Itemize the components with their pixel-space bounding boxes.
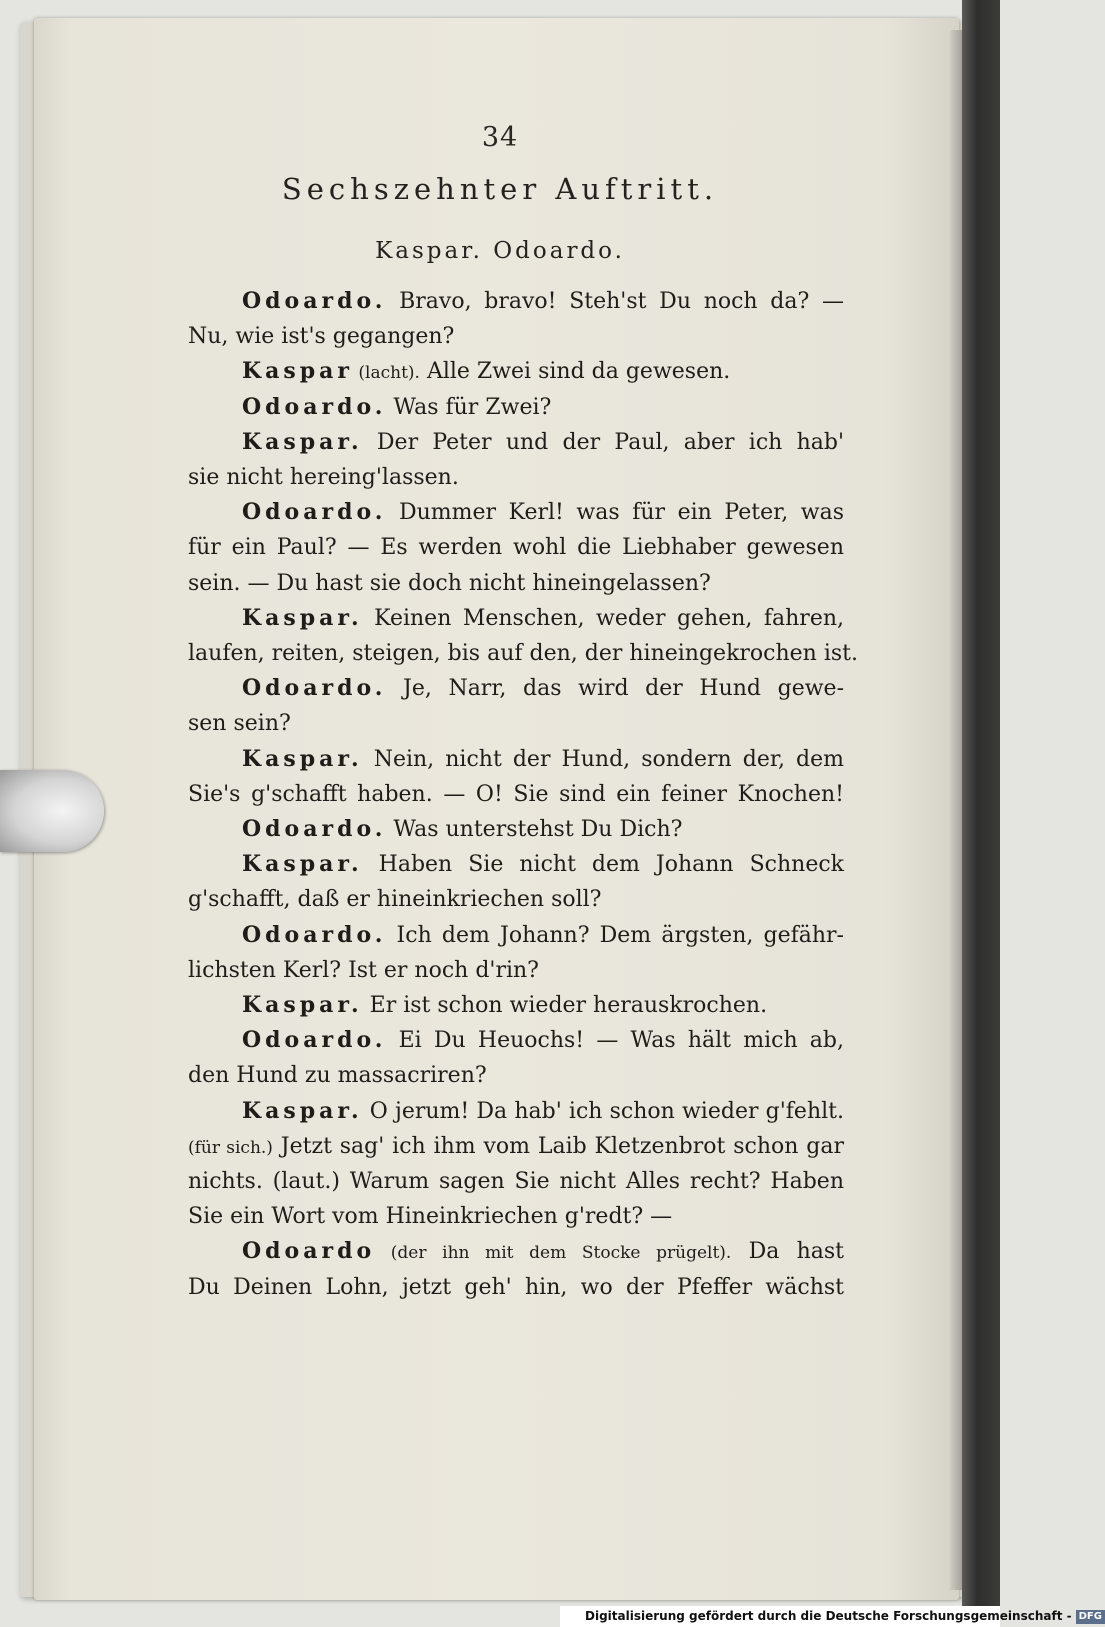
text-line [242, 284, 844, 319]
text-line [188, 530, 844, 565]
line-text: Nu, wie ist's gegangen? [188, 324, 455, 350]
text-line [188, 706, 844, 741]
line-text: Sie ein Wort vom Hineinkriechen g'redt? — [188, 1204, 673, 1230]
speaker-name: Kaspar. [242, 1097, 363, 1124]
stage-direction: (der ihn mit dem Stocke prügelt). [375, 1243, 732, 1264]
scene-title: Sechszehnter Auftritt. [281, 172, 719, 206]
text-line [242, 918, 844, 953]
stage-direction: (lacht). [353, 363, 420, 384]
text-line [188, 1199, 844, 1234]
text-line [188, 882, 844, 917]
text-line [242, 425, 844, 460]
line-text: den Hund zu massacriren? [188, 1063, 487, 1089]
text-line [188, 1058, 844, 1093]
stage-direction: (für sich.) [188, 1137, 273, 1158]
line-text: Der Peter und der Paul, aber ich hab' [362, 429, 844, 455]
speaker-name: Kaspar. [242, 745, 363, 772]
line-text: sie nicht hereing'lassen. [188, 465, 459, 490]
line-text: sein. — Du hast sie doch nicht hineingelassen? [188, 570, 711, 596]
line-text: Dummer Kerl! was für ein Peter, was [386, 500, 844, 526]
text-line [188, 1164, 844, 1199]
text-line [188, 953, 844, 988]
line-text: Du Deinen Lohn, jetzt geh' hin, wo der Pfeffer wächst [188, 1274, 844, 1300]
text-line [242, 354, 844, 389]
speaker-name: Odoardo. [242, 675, 387, 702]
line-text: Ei Du Heuochs! — Was hält mich ab, [386, 1028, 844, 1054]
digitization-footer [560, 1606, 1102, 1627]
line-text: Nein, nicht der Hund, sondern der, dem [362, 746, 844, 772]
line-text: Je, Narr, das wird der Hund gewe- [386, 676, 844, 702]
text-line [188, 636, 858, 671]
text-line [242, 1234, 844, 1269]
text-line [242, 742, 844, 777]
line-text: Bravo, bravo! Steh'st Du noch da? — [386, 289, 844, 314]
speaker-name: Kaspar [242, 358, 353, 385]
text-line [242, 1023, 844, 1058]
line-text: Sie's g'schafft haben. — O! Sie sind ein feiner Knochen! [188, 781, 844, 807]
speaker-name: Odoardo. [242, 816, 387, 842]
text-line [188, 460, 844, 495]
dfg-logo: DFG [1076, 1610, 1105, 1624]
line-text: Er ist schon wieder herauskrochen. [362, 993, 768, 1018]
text-line [242, 671, 844, 706]
speaker-name: Odoardo. [242, 1027, 387, 1054]
text-line [188, 777, 844, 812]
speaker-name: Odoardo. [242, 393, 387, 420]
speaker-name: Odoardo. [242, 921, 387, 948]
line-text: laufen, reiten, steigen, bis auf den, der hineingekrochen ist. [188, 641, 858, 666]
text-line [188, 1270, 844, 1305]
page-tab-marker [0, 770, 104, 852]
page-number: 34 [481, 122, 519, 153]
line-text: Alle Zwei sind da gewesen. [419, 359, 731, 385]
line-text: O jerum! Da hab' ich schon wieder g'fehlt. [362, 1098, 844, 1124]
text-line [188, 566, 844, 601]
line-text: g'schafft, daß er hineinkriechen soll? [188, 887, 602, 913]
text-line [188, 319, 844, 354]
speaker-name: Kaspar. [242, 992, 363, 1018]
line-text: Jetzt sag' ich ihm vom Laib Kletzenbrot schon gar [272, 1133, 844, 1159]
line-text: für ein Paul? — Es werden wohl die Liebhaber gewesen [188, 535, 844, 561]
footer-text: Digitalisierung gefördert durch die Deutsche Forschungsgemeinschaft - [585, 1609, 1072, 1623]
text-line [242, 988, 844, 1023]
speaker-name: Kaspar. [242, 604, 363, 631]
line-text: Haben Sie nicht dem Johann Schneck [362, 852, 844, 878]
speaker-name: Odoardo. [242, 499, 387, 526]
text-line [242, 495, 844, 530]
scene-characters: Kaspar. Odoardo. [375, 238, 625, 264]
line-text: Ich dem Johann? Dem ärgsten, gefähr- [386, 922, 844, 948]
text-line [242, 390, 844, 425]
speaker-name: Kaspar. [242, 851, 363, 878]
line-text: sen sein? [188, 711, 291, 737]
line-text: Keinen Menschen, weder gehen, fahren, [362, 605, 844, 631]
line-text: Da hast [731, 1239, 844, 1265]
line-text: lichsten Kerl? Ist er noch d'rin? [188, 957, 539, 983]
text-line [242, 601, 844, 636]
line-text: Was unterstehst Du Dich? [386, 817, 683, 842]
line-text: Was für Zwei? [386, 394, 552, 420]
scanner-edge [962, 0, 1000, 1627]
text-line [242, 1094, 844, 1129]
text-line [242, 812, 844, 847]
text-line [242, 847, 844, 882]
speaker-name: Kaspar. [242, 428, 363, 455]
speaker-name: Odoardo. [242, 288, 387, 314]
speaker-name: Odoardo [242, 1238, 376, 1265]
text-line [188, 1129, 844, 1164]
line-text: nichts. (laut.) Warum sagen Sie nicht Alles recht? Haben [188, 1169, 844, 1194]
